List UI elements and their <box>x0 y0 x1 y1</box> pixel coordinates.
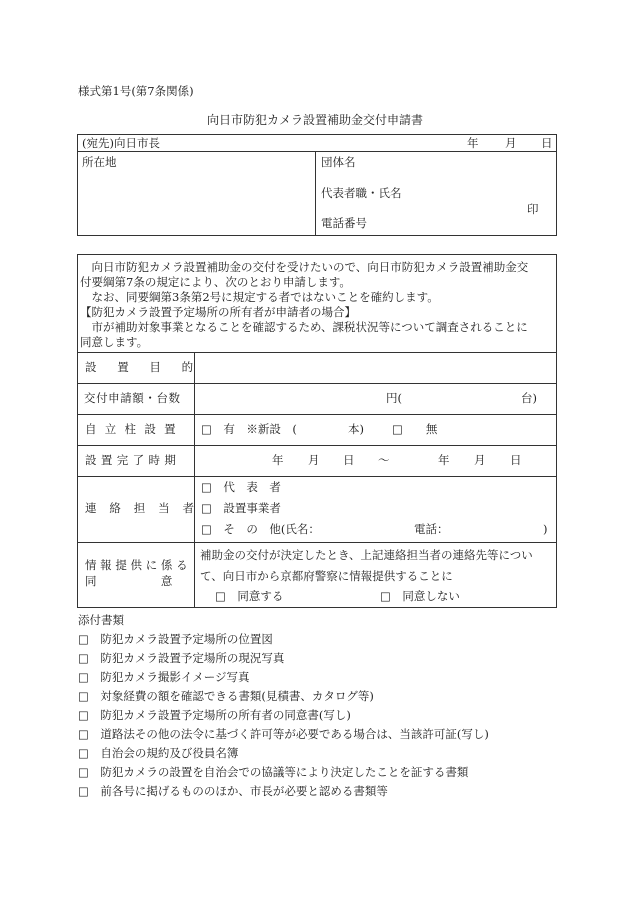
attachment-item[interactable]: □ 前各号に掲げるもののほか、市長が必要と認める書類等 <box>78 784 388 798</box>
contact-label: 連絡担当者 <box>85 501 207 515</box>
contact-option-installer[interactable]: □ 設置事業者 <box>201 501 281 515</box>
completion-day-1: 日 <box>343 453 355 467</box>
pole-label: 自立柱設置 <box>85 422 184 436</box>
attachment-item[interactable]: □ 防犯カメラ設置予定場所の所有者の同意書(写し) <box>78 708 351 722</box>
contact-option-representative[interactable]: □ 代 表 者 <box>201 480 281 494</box>
contact-option-other[interactable]: □ そ の 他(氏名： <box>201 522 320 536</box>
completion-month-2: 月 <box>474 453 486 467</box>
completion-year-2: 年 <box>438 453 450 467</box>
completion-day-2: 日 <box>510 453 522 467</box>
completion-tilde: ～ <box>378 453 390 467</box>
info-consent-label-2: 同 意 <box>85 574 174 588</box>
intro-line-6: 同意します。 <box>80 335 149 349</box>
representative-label: 代表者職・氏名 <box>321 186 402 200</box>
intro-line-4: 【防犯カメラ設置予定場所の所有者が申請者の場合】 <box>80 305 356 319</box>
form-number: 様式第1号(第7条関係) <box>78 84 194 98</box>
completion-label: 設置完了時期 <box>85 453 181 467</box>
date-year-label: 年 <box>467 136 479 150</box>
attachments-heading: 添付書類 <box>78 613 124 627</box>
info-consent-label-1: 情報提供に係る <box>85 558 192 572</box>
phone-label: 電話番号 <box>321 216 367 230</box>
attachment-item[interactable]: □ 対象経費の額を確認できる書類(見積書、カタログ等) <box>78 689 374 703</box>
amount-units: 台) <box>521 391 537 405</box>
attachment-item[interactable]: □ 道路法その他の法令に基づく許可等が必要である場合は、当該許可証(写し) <box>78 727 489 741</box>
attachment-item[interactable]: □ 防犯カメラ設置予定場所の現況写真 <box>78 651 285 665</box>
address-label: 所在地 <box>82 155 117 169</box>
pole-no-option[interactable]: □ 無 <box>392 422 438 436</box>
intro-line-1: 向日市防犯カメラ設置補助金の交付を受けたいので、向日市防犯カメラ設置補助金交 <box>80 260 529 274</box>
attachment-item[interactable]: □ 自治会の規約及び役員名簿 <box>78 746 239 760</box>
contact-close-paren: ) <box>543 522 548 536</box>
seal-mark: 印 <box>527 202 539 216</box>
intro-line-3: なお、同要綱第3条第2号に規定する者ではないことを確約します。 <box>80 290 439 304</box>
info-consent-text-2: て、向日市から京都府警察に情報提供することに <box>200 569 453 583</box>
pole-yes-option[interactable]: □ 有 ※新設 ( <box>201 422 297 436</box>
contact-phone-label: 電話： <box>414 522 449 536</box>
completion-year-1: 年 <box>272 453 284 467</box>
addressee: (宛先)向日市長 <box>82 136 160 150</box>
org-name-label: 団体名 <box>321 155 356 169</box>
info-consent-text-1: 補助金の交付が決定したとき、上記連絡担当者の連絡先等につい <box>200 548 533 562</box>
info-disagree-option[interactable]: □ 同意しない <box>380 589 460 603</box>
completion-month-1: 月 <box>308 453 320 467</box>
page-title: 向日市防犯カメラ設置補助金交付申請書 <box>206 113 423 127</box>
amount-yen: 円( <box>386 391 402 405</box>
intro-line-5: 市が補助対象事業となることを確認するため、課税状況等について調査されることに <box>80 320 528 334</box>
info-agree-option[interactable]: □ 同意する <box>215 589 284 603</box>
pole-count: 本) <box>348 422 364 436</box>
attachment-item[interactable]: □ 防犯カメラ撮影イメージ写真 <box>78 670 250 684</box>
attachment-item[interactable]: □ 防犯カメラの設置を自治会での協議等により決定したことを証する書類 <box>78 765 469 779</box>
purpose-label: 設置目的 <box>85 360 214 374</box>
attachment-item[interactable]: □ 防犯カメラ設置予定場所の位置図 <box>78 632 273 646</box>
intro-line-2: 付要綱第7条の規定により、次のとおり申請します。 <box>80 275 351 289</box>
amount-label: 交付申請額・台数 <box>84 391 181 405</box>
date-day-label: 日 <box>541 136 553 150</box>
date-month-label: 月 <box>505 136 517 150</box>
